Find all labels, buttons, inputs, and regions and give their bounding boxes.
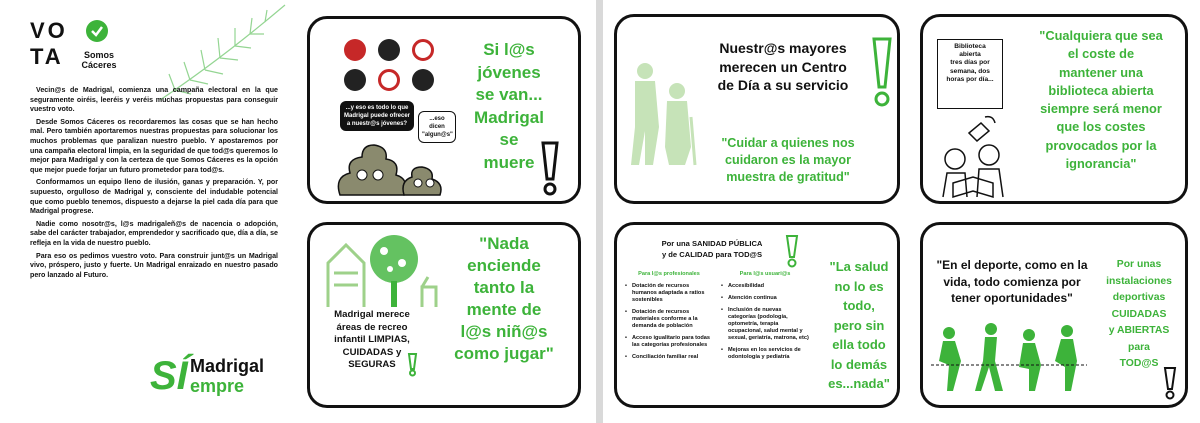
card-parque [307,222,581,408]
small-exclamation-icon [406,353,418,377]
brand-si: SÍ [150,354,188,398]
list-item: • Dotación de recursos materiales conforme a la demanda de población [625,309,713,330]
slogan-line: se van... [475,85,543,104]
icon-grid [344,39,440,91]
slogan-line: Madrigal [474,107,544,127]
logo-vo: VO [30,18,68,43]
quote-line: l@s niñ@s [460,322,548,341]
left-page [0,0,596,423]
intro-paragraph: Para eso os pedimos vuestro voto. Para construir junt@s un Madrigal vivo, próspero, justo y fuerte. Un Madrigal enraizado en nuestro pasado pero lanzado al Futuro. [30,251,278,279]
exclamation-icon [785,235,799,269]
athletes-silhouettes-icon [931,321,1087,393]
sanidad-column-usuarios [721,271,809,366]
exclamation-icon [1163,367,1177,401]
sanidad-column-profesionales [625,271,713,366]
slogan-line: instalaciones [1106,275,1172,287]
si-madrigal-siempre-logo [150,354,278,410]
mayores-quote [703,135,873,186]
bored-face-icon [412,69,434,91]
quote-line: es...nada" [828,376,890,391]
intro-paragraph: Desde Somos Cáceres os recordaremos las cosas que se han hecho mal. Pero también aportaremos nuestras propuestas para solucionar los muchos problemas que paralizan nuestro pueblo. Y apostaremos por una campaña electoral limpia, en la seguridad de que tod@s queremos lo mejor para Madrigal y con la certeza de que Somos Cáceres es la opción que mejor puede forjar un futuro prometedor para tod@s. [30,117,278,174]
elderly-couple-icon [625,57,699,167]
quote-line: enciende [467,256,541,275]
quote-line: provocados por la [1045,137,1157,153]
intro-paragraph: Vecin@s de Madrigal, comienza una campaña electoral en la que seguramente oiréis, leeréis y veréis muchas propuestas para conseguir vuestro voto. [30,86,278,114]
biblioteca-quote [1019,27,1183,173]
slogan-line: muere [483,152,535,172]
quote-line: pero sin [833,317,885,333]
deporte-slogan [1091,257,1187,373]
card-deporte [920,222,1188,408]
title-line: de Día a su servicio [717,77,849,93]
intro-text [30,86,278,283]
quote-line: mantener una [1059,64,1143,80]
logo-org-name: Somos Cáceres [81,50,117,70]
slogan-line: TOD@S [1119,358,1159,369]
biblioteca-note [937,39,1003,109]
caption-line: áreas de recreo [336,321,408,333]
sanidad-quote [821,257,897,394]
angry-face-icon [378,39,400,61]
parque-quote [430,233,578,365]
column-header: Para l@s profesionales [638,271,700,277]
list-item: • Mejoras en los servicios de odontología y pediatría [721,347,809,361]
slogan-line: para [1128,341,1150,353]
quote-line: siempre será menor [1040,101,1162,117]
quote-line: "Nada [479,234,529,253]
list-item: • Acceso igualitario para todas las categorías profesionales [625,335,713,349]
no-wifi-icon [412,39,434,61]
quote-line: tener oportunidades" [951,291,1073,305]
slogan-line: Si l@s [483,40,535,59]
column-header: Para l@s usuari@s [739,271,791,277]
quote-line: cuidaron es la mayor [725,153,851,167]
slogan-line: jóvenes [477,62,541,82]
slogan-line: deportivas [1112,292,1166,303]
intro-paragraph: Conformamos un equipo lleno de ilusión, ganas y preparación. Y, por supuesto, orgulloso de Madrigal y, consciente del indudable potencial que como pueblo tenemos, dispuesto a dejarse la piel cada día para que Madrigal progrese. [30,178,278,216]
note-line: semana, dos [950,67,990,75]
title-line: Nuestr@s mayores [719,40,847,56]
card-sanidad [614,222,900,408]
children-reading-icon [933,113,1013,199]
list-item: • Dotación de recursos humanos adaptada a ratios sostenibles [625,283,713,304]
sad-face-icon [344,69,366,91]
quote-line: biblioteca abierta [1048,82,1154,98]
intro-paragraph: Nadie como nosotr@s, l@s madrigaleñ@s de nacencia o adopción, sabe del carácter trabajador, emprendedor y sacrificado que, día a día, se refleja en la vida de nuestro pueblo. [30,219,278,247]
sanidad-title [627,239,797,260]
exclamation-icon [871,37,893,109]
quote-line: lo demás [830,356,888,372]
deporte-quote [933,257,1091,307]
title-line: y de CALIDAD para TOD@S [661,249,763,259]
caption-line: infantil LIMPIAS, [334,334,410,345]
list-item: • Accesibilidad [721,283,809,290]
quote-line: mente de [466,300,542,319]
card-mayores [614,14,900,204]
list-item: • Conciliación familiar real [625,354,713,361]
title-line: Por una SANIDAD PÚBLICA [661,239,763,248]
slogan-line: se [499,130,519,149]
brand-madrigal: Madrigal [190,356,265,376]
quote-line: ignorancia" [1065,156,1137,172]
note-line: tres días por [950,59,990,67]
quote-line: muestra de gratitud" [726,170,850,184]
mayores-title [703,39,863,95]
note-line: abierta [959,51,981,59]
caption-line: CUIDADAS y [342,346,402,358]
green-check-circle-icon [86,20,108,42]
quote-line: no lo es [834,278,884,294]
prohibited-icon [378,69,400,91]
lock-icon [344,39,366,61]
speech-bubble-left: ...y eso es todo lo que Madrigal puede ofrecer a nuestr@s jóvenes? [340,101,414,131]
quote-line: "Cualquiera que sea [1039,28,1163,43]
caption-line: SEGURAS [348,359,396,370]
note-line: Biblioteca [954,43,986,50]
title-line: merecen un Centro [719,58,847,75]
quote-line: que los costes [1056,119,1146,135]
slogan-line: Por unas [1116,259,1162,270]
list-item: • Inclusión de nuevas categorías (podología, optometría, terapia ocupacional, salud mental y sexual, geriatría, matrona, etc) [721,307,809,342]
playground-icon [324,233,440,309]
brand-siempre: empre [190,376,245,396]
caption-line: Madrigal merece [334,309,410,320]
slogan-line: CUIDADAS [1111,308,1167,320]
list-item: • Atención continua [721,295,809,302]
slogan-line: y ABIERTAS [1108,325,1170,336]
quote-line: como jugar" [454,344,554,363]
speech-bubble-right: ...eso dicen "algun@s" [418,111,456,143]
quote-line: vida, todo comienza por [943,274,1081,289]
vota-logo [30,18,140,76]
quote-line: el coste de [1067,46,1135,62]
quote-line: ella todo [832,337,886,352]
exclamation-icon [538,141,562,197]
quote-line: "En el deporte, como en la [936,258,1088,272]
quote-line: "Cuidar a quienes nos [721,136,855,150]
note-line: horas por día... [946,75,994,83]
logo-ta: TA [30,44,64,69]
card-jovenes [307,16,581,204]
quote-line: "La salud [829,259,889,274]
quote-line: todo, [843,298,875,313]
poop-characters-icon [332,137,452,199]
card-biblioteca [920,14,1188,204]
quote-line: tanto la [473,278,535,297]
